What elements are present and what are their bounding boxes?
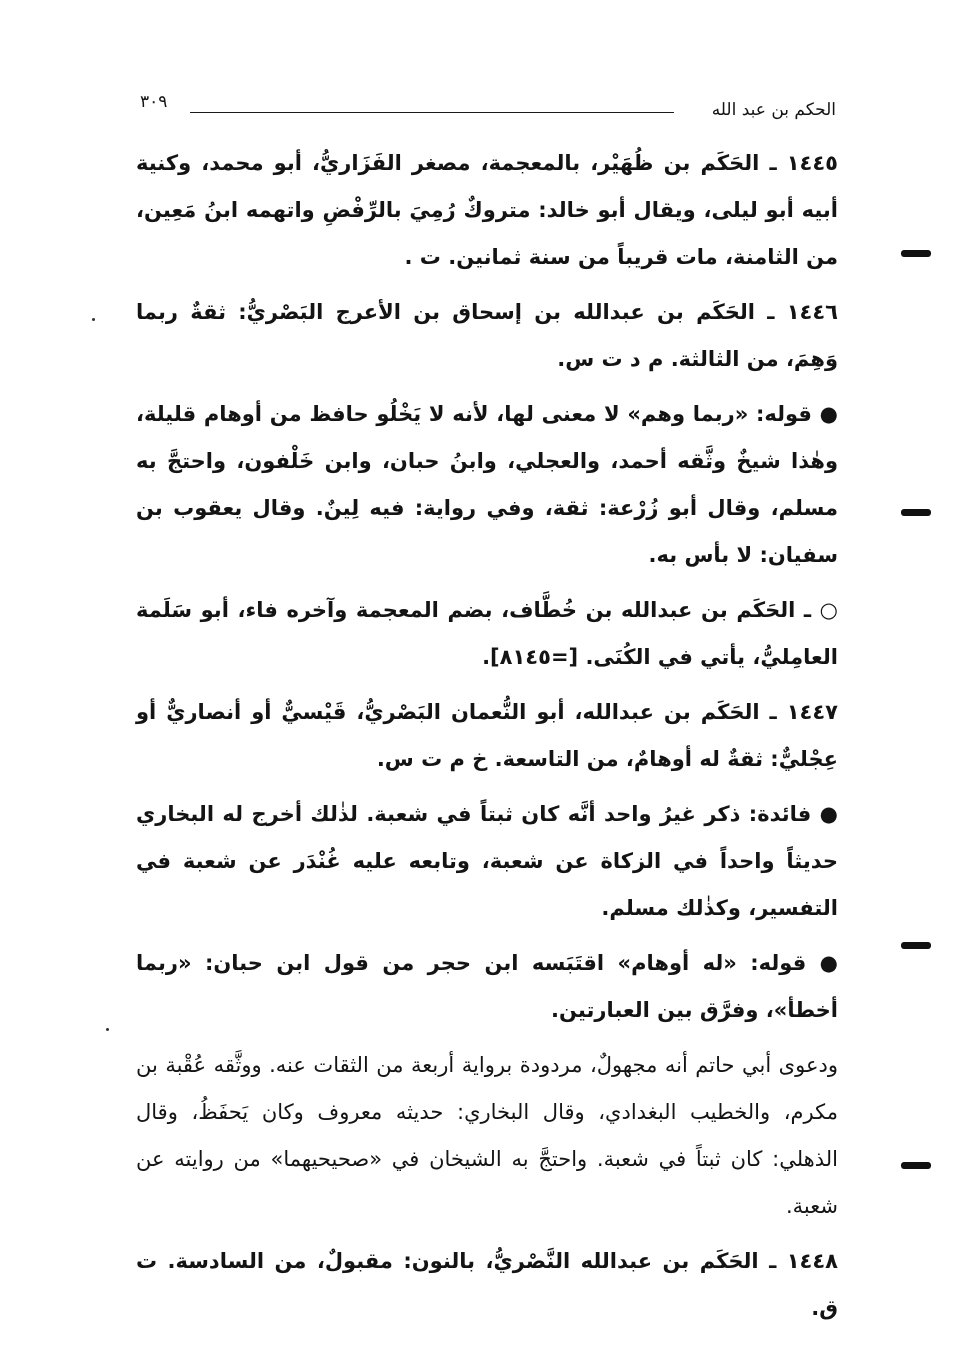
note-1447-saying: ● قوله: «له أوهام» اقتَبَسه ابن حجر من قول ابن حبان: «ربما أخطأ»، وفرَّق بين العبارتين. bbox=[136, 951, 838, 1022]
cross-reference-entry: ○ ـ الحَكَم بن عبدالله بن خُطَّاف، بضم المعجمة وآخره فاء، أبو سَلَمة العامِليُّ، يأتي في الكُنَى. [=٨١٤٥]. bbox=[136, 598, 838, 669]
margin-ink-mark bbox=[901, 250, 931, 257]
note-1447-claim: ودعوى أبي حاتم أنه مجهولٌ، مردودة برواية أربعة من الثقات عنه. ووثَّقه عُقْبة بن مكرم، والخطيب البغدادي، وقال البخاري: حديثه معروف وكان يَحفَظُ، وقال الذهلي: كان ثبتاً في شعبة. واحتجَّ به الشيخان في «صحيحيهما» من روايته عن شعبة. bbox=[136, 1053, 838, 1218]
entry-1446: ١٤٤٦ ـ الحَكَم بن عبدالله بن إسحاق بن الأعرج البَصْريُّ: ثقةٌ ربما وَهِمَ، من الثالثة. م د ت س. bbox=[136, 300, 838, 371]
entry-1448: ١٤٤٨ ـ الحَكَم بن عبدالله النَّصْريُّ، بالنون: مقبولٌ، من السادسة. ت ق. bbox=[136, 1249, 838, 1320]
entry-1445: ١٤٤٥ ـ الحَكَم بن ظُهَيْر، بالمعجمة، مصغر الفَزَاريُّ، أبو محمد، وكنية أبيه أبو ليلى، ويقال أبو خالد: متروكٌ رُمِيَ بالرِّفْضِ واتهمه ابنُ مَعِين، من الثامنة، مات قريباً من سنة ثمانين. ت . bbox=[136, 151, 838, 269]
scan-speck bbox=[92, 318, 95, 321]
margin-ink-mark bbox=[901, 1162, 931, 1169]
margin-ink-mark bbox=[901, 509, 931, 516]
entry-1447: ١٤٤٧ ـ الحَكَم بن عبدالله، أبو النُّعمان البَصْريُّ، قَيْسيٌّ أو أنصاريٌّ أو عِجْليٌّ: ثقةٌ له أوهامٌ، من التاسعة. خ م ت س. bbox=[136, 700, 838, 771]
scan-speck bbox=[106, 1028, 109, 1031]
note-1447-benefit: ● فائدة: ذكر غيرُ واحد أنَّه كان ثبتاً في شعبة. لذٰلك أخرج له البخاري حديثاً واحداً في الزكاة عن شعبة، وتابعه عليه غُنْدَر عن شعبة في التفسير، وكذٰلك مسلم. bbox=[136, 802, 838, 920]
page-body bbox=[136, 140, 838, 1332]
header-rule bbox=[190, 112, 674, 113]
page-number: ٣٠٩ bbox=[140, 92, 168, 112]
running-header bbox=[140, 92, 836, 128]
note-1446: ● قوله: «ربما وهم» لا معنى لها، لأنه لا يَخْلُو حافظ من أوهام قليلة، وهٰذا شيخٌ وثَّقه أحمد، والعجلي، وابنُ حبان، وابن خَلْفون، واحتجَّ به مسلم، وقال أبو زُرْعة: ثقة، وفي رواية: فيه لِينٌ. وقال يعقوب بن سفيان: لا بأس به. bbox=[136, 402, 838, 567]
header-title: الحكم بن عبد الله bbox=[711, 100, 836, 120]
margin-ink-mark bbox=[901, 942, 931, 949]
